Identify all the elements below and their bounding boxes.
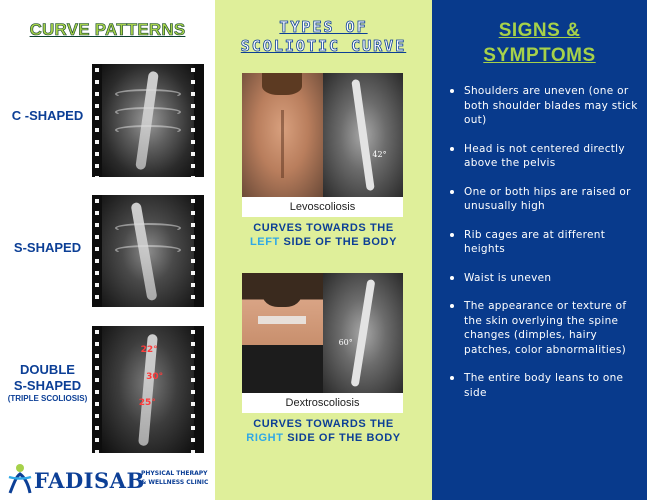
symptom-item: Shoulders are uneven (one or both shoulder blades may stick out) <box>448 84 638 128</box>
spine-xray <box>323 73 404 197</box>
logo-subtitle-line2: & WELLNESS CLINIC <box>141 479 209 486</box>
xray-angle-mark: 22° <box>140 345 158 356</box>
triple-scoliosis-note: (TRIPLE SCOLIOSIS) <box>7 394 88 403</box>
symptom-item: The entire body leans to one side <box>448 371 638 400</box>
double-s-shaped-label <box>0 362 95 404</box>
logo-figure-icon <box>6 463 34 495</box>
description-line2 <box>215 235 432 249</box>
signs-symptoms-title-line2: SYMPTOMS <box>483 45 596 66</box>
description-line1: CURVES TOWARDS THE <box>253 418 394 430</box>
symptom-item: Head is not centered directly above the pelvis <box>448 142 638 171</box>
description-line2 <box>215 431 432 445</box>
c-shaped-xray <box>92 64 204 177</box>
c-shaped-label: C -SHAPED <box>11 108 84 123</box>
xray-angle-mark: 30° <box>146 371 164 382</box>
direction-highlight: RIGHT <box>246 432 284 444</box>
symptom-item: The appearance or texture of the skin overlying the spine changes (dimples, hairy patches, color abnormalities) <box>448 299 638 357</box>
description-tail: SIDE OF THE BODY <box>287 432 401 444</box>
types-title-line2: SCOLIOTIC CURVE <box>240 37 407 55</box>
curve-patterns-title: CURVE PATTERNS <box>29 20 186 39</box>
logo-word: FADISAB <box>34 468 145 493</box>
levoscoliosis-card <box>242 73 403 217</box>
levoscoliosis-description <box>215 221 432 249</box>
dextroscoliosis-caption: Dextroscoliosis <box>285 397 360 409</box>
spine-xray <box>323 273 404 393</box>
double-s-shaped-line2: S-SHAPED <box>13 378 82 393</box>
s-shaped-xray <box>92 195 204 307</box>
types-title-line1: TYPES OF <box>279 18 368 36</box>
double-s-shaped-xray <box>92 326 204 453</box>
levoscoliosis-caption: Levoscoliosis <box>289 201 356 213</box>
direction-highlight: LEFT <box>249 236 280 248</box>
symptom-item: One or both hips are raised or unusually high <box>448 185 638 214</box>
description-line1: CURVES TOWARDS THE <box>253 222 394 234</box>
double-s-shaped-line1: DOUBLE <box>20 362 75 377</box>
s-shaped-label: S-SHAPED <box>13 240 82 255</box>
signs-symptoms-title <box>432 18 647 68</box>
symptoms-list <box>448 84 638 414</box>
fadisab-logo <box>6 463 212 497</box>
back-photo <box>242 73 323 197</box>
signs-symptoms-title-line1: SIGNS & <box>498 20 581 41</box>
back-photo <box>242 273 323 393</box>
dextroscoliosis-card <box>242 273 403 413</box>
dextroscoliosis-description <box>215 417 432 445</box>
xray-angle-mark: 25° <box>138 398 156 409</box>
symptom-item: Rib cages are at different heights <box>448 228 638 257</box>
logo-subtitle <box>141 469 208 487</box>
types-title <box>215 18 432 56</box>
curve-angle: 60° <box>338 337 353 347</box>
symptom-item: Waist is uneven <box>448 271 638 286</box>
logo-subtitle-line1: PHYSICAL THERAPY <box>141 470 208 477</box>
curve-angle: 42° <box>372 149 387 159</box>
description-tail: SIDE OF THE BODY <box>283 236 398 248</box>
